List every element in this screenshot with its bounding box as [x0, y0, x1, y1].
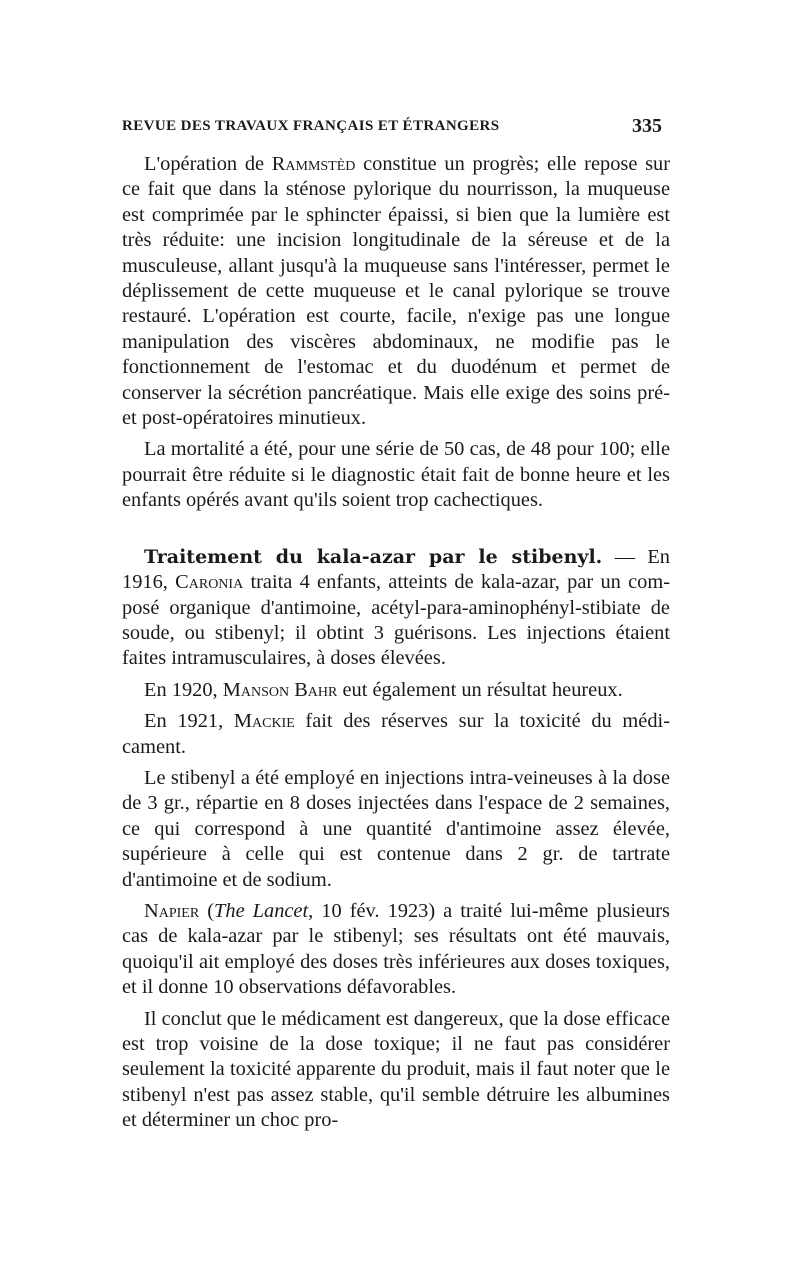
text-run: eut également un résultat heureux. — [337, 678, 623, 701]
section-heading: Traitement du kala-azar par le stibenyl. — [144, 545, 603, 568]
text-run: constitue un progrès; elle repose sur ce fait que dans la sténose pylorique du nourrisson, la muqueuse est comprimée par le sphincter épaissi, si bien que la lumière est très réduite: une incision longitudinale de la séreuse et de la musculeuse, allant jusqu'à la muqueuse sans l'intéresser, permet le déplissement de cette muqueuse et le canal pylorique se trouve restauré. L'opération est courte, facile, n'exige pas une longue manipulation des viscères abdominaux, ne modifie pas le fonctionnement de l'estomac et du duodénum et permet de conserver la sécrétion pancréatique. Mais elle exige des soins pré- et post-opératoires minutieux. — [122, 153, 670, 430]
text-run: fait des réserves sur la toxicité du médicament. — [122, 710, 670, 758]
paragraph-stibenyl-dose: Le stibenyl a été employé en injections intra-veineuses à la dose de 3 gr., répartie en 8 doses injectées dans l'espace de 2 semaines, ce qui correspond à une quantité d'antimoine assez élevée, supérieure à celle qui est contenue dans 2 gr. de tartrate d'antimoine et de sodium. — [122, 766, 670, 891]
paragraph-manson-bahr — [122, 678, 670, 703]
author-name: Manson Bahr — [222, 678, 338, 701]
page-number: 335 — [632, 115, 662, 137]
author-name: Mackie — [233, 710, 295, 733]
text-run: ( — [199, 899, 215, 922]
paragraph-mackie — [122, 709, 670, 760]
text-run: En 1920, — [144, 678, 223, 701]
paragraph-napier — [122, 899, 670, 1001]
text-run: En 1921, — [144, 710, 234, 733]
author-name: Napier — [144, 899, 200, 922]
text-run: L'opération de — [144, 153, 272, 175]
paragraph-mortalite: La mortalité a été, pour une série de 50 cas, de 48 pour 100; elle pourrait être réduite si le diagnostic était fait de bonne heure et les enfants opérés avant qu'ils soient trop cachectiques. — [122, 438, 670, 512]
body-text — [122, 152, 670, 1134]
paragraph-kala-azar — [122, 545, 670, 672]
text-run: — En 1916, — [122, 545, 670, 594]
text-run: traita 4 enfants, atteints de kala-azar, par un composé organique d'antimoine, acétyl-para-aminophényl-stibiate de soude, ou stibenyl; il obtint 3 guérisons. Les injections étaient faites intramusculaires, à doses élevées. — [122, 571, 670, 670]
journal-title: The Lancet — [214, 899, 309, 922]
running-head: REVUE DES TRAVAUX FRANÇAIS ET ÉTRANGERS — [122, 118, 500, 134]
paragraph-rammsted — [122, 152, 670, 431]
author-name: Caronia — [175, 571, 244, 594]
text-run: , 10 fév. 1923) a traité lui-même plusieurs cas de kala-azar par le stibenyl; ses résultats ont été mauvais, quoiqu'il ait employé des doses très inférieures aux doses toxiques, et il donne 10 observations défavorables. — [122, 899, 670, 999]
paragraph-conclusion: Il conclut que le médicament est dangereux, que la dose efficace est trop voisine de la dose toxique; il ne faut pas considérer seulement la toxicité apparente du produit, mais il faut noter que le stibenyl n'est pas assez stable, qu'il semble détruire les albumines et déterminer un choc pro- — [122, 1007, 670, 1132]
author-name: Rammstèd — [271, 153, 356, 175]
